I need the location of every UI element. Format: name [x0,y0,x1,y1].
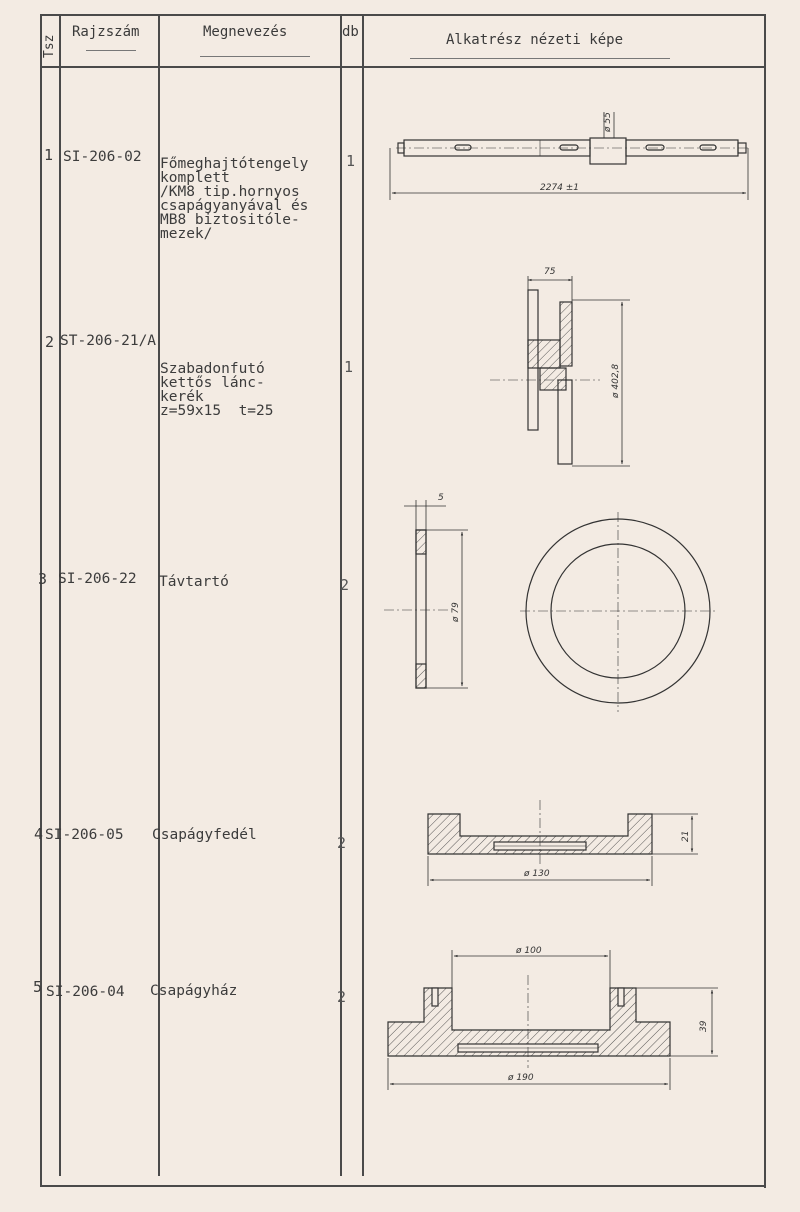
row4-db: 2 [337,834,347,852]
header-megnevezes: Megnevezés [203,24,288,40]
sprocket-diameter-dim: ø 402,8 [611,363,621,398]
shaft-diameter-dim: ø 55 [603,112,613,132]
row3-megnevezes: Távtartó [159,574,229,590]
row3-db: 2 [340,576,350,594]
row2-megnevezes: Szabadonfutó kettős lánc- kerék z=59x15 t=25 [160,361,274,419]
row1-tsz: 1 [44,146,54,164]
header-tsz: Tsz [42,34,57,58]
row5-megnevezes: Csapágyház [150,983,238,999]
header-kep: Alkatrész nézeti képe [446,32,624,48]
sprocket-width-dim: 75 [544,267,556,277]
housing-top-diameter-dim: ø 100 [516,946,542,956]
header-rajzszam: Rajzszám [72,24,140,40]
cover-diameter-dim: ø 130 [524,869,550,879]
housing-diameter-dim: ø 190 [508,1073,534,1083]
row2-db: 1 [344,358,354,376]
cover-height-dim: 21 [681,830,691,842]
row5-db: 2 [337,988,347,1006]
row3-tsz: 3 [38,570,48,588]
row1-db: 1 [346,152,356,170]
row2-tsz: 2 [45,333,55,351]
housing-height-dim: 39 [699,1020,709,1032]
sprocket-drawing [490,276,630,466]
row4-rajzszam: SI-206-05 [45,827,124,843]
header-db: db [342,24,359,40]
row4-megnevezes: Csapágyfedél [152,827,257,843]
spacer-width-dim: 5 [438,493,444,503]
row5-tsz: 5 [33,978,43,996]
row5-rajzszam: SI-206-04 [46,984,125,1000]
shaft-length-dim: 2274 ±1 [540,183,580,193]
bearing-cover-drawing [428,800,698,886]
row1-rajzszam: SI-206-02 [63,149,142,165]
spacer-drawing [384,500,716,712]
row2-rajzszam: ST-206-21/A [60,333,157,349]
row4-tsz: 4 [34,825,44,843]
bearing-housing-drawing [388,950,718,1090]
row3-rajzszam: SI-206-22 [58,571,137,587]
row1-megnevezes: Főmeghajtótengely komplett /KM8 tip.hornyos csapágyanyával és MB8 biztositóle- mezek/ [160,156,309,242]
spacer-diameter-dim: ø 79 [451,602,461,622]
